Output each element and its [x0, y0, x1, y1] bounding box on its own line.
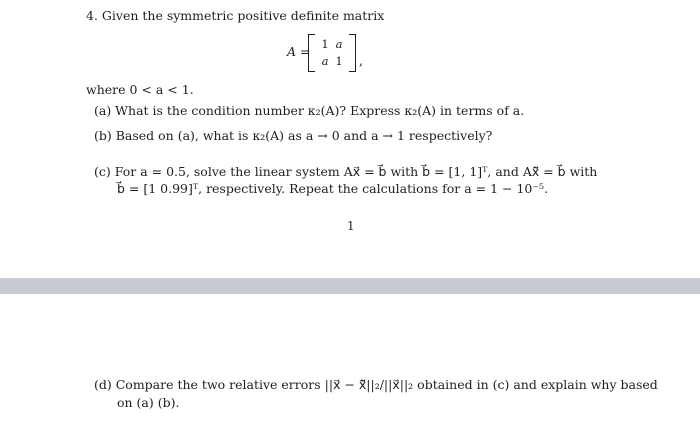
page-break-bar: [0, 278, 700, 294]
matrix-label: A =: [287, 44, 311, 59]
matrix-entry-12: a: [335, 37, 343, 51]
part-a: (a) What is the condition number κ₂(A)? Express κ₂(A) in terms of a.: [94, 103, 525, 118]
matrix-entries: [318, 36, 346, 70]
part-d-line1: (d) Compare the two relative errors ||x⃗ − x̃⃗||₂/||x⃗||₂ obtained in (c) and explain why based: [94, 377, 658, 392]
part-c-line1: (c) For a = 0.5, solve the linear system Ax⃗ = b⃗ with b⃗ = [1, 1]ᵀ, and Ax̃⃗ = b⃗ with: [94, 164, 598, 179]
matrix-entry-11: 1: [321, 37, 329, 51]
matrix-A: [308, 33, 363, 73]
problem-number: 4.: [86, 8, 98, 23]
condition-text: where 0 < a < 1.: [86, 82, 194, 97]
page-number: 1: [347, 219, 355, 233]
matrix-entry-22: 1: [335, 54, 343, 68]
right-bracket: [349, 34, 356, 72]
problem-intro: Given the symmetric positive definite matrix: [101, 8, 385, 23]
part-b: (b) Based on (a), what is κ₂(A) as a → 0 and a → 1 respectively?: [94, 128, 493, 143]
matrix-trail: ,: [359, 54, 364, 69]
part-c-line2: b⃗ = [1 0.99]ᵀ, respectively. Repeat the calculations for a = 1 − 10⁻⁵.: [117, 181, 548, 196]
problem-heading: [86, 8, 384, 24]
matrix-entry-21: a: [321, 54, 329, 68]
part-d-line2: on (a) (b).: [117, 395, 180, 410]
left-bracket: [308, 34, 315, 72]
